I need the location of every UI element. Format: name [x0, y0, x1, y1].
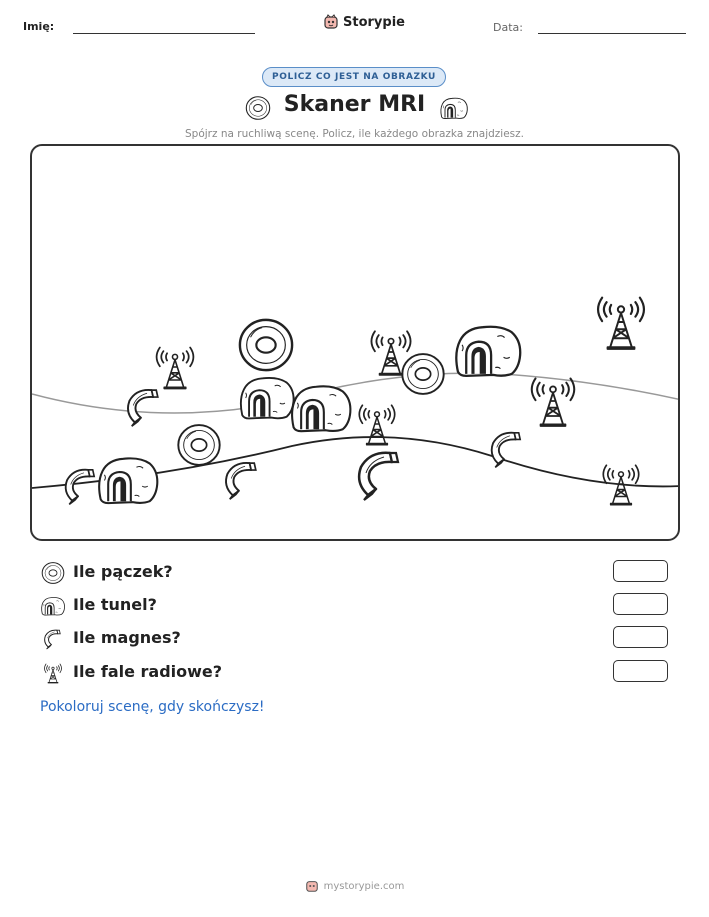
coloring-note: Pokoloruj scenę, gdy skończysz!	[40, 699, 265, 715]
footer-url[interactable]: mystorypie.com	[323, 880, 405, 892]
answer-box[interactable]	[613, 560, 668, 582]
question-row-radio-tower	[40, 660, 670, 686]
magnet-icon	[40, 627, 66, 651]
tunnel-item[interactable]	[292, 386, 350, 431]
tunnel-icon	[40, 594, 66, 618]
radio-tower-icon	[40, 661, 66, 685]
brand-logo	[323, 14, 405, 30]
radio-tower-item[interactable]	[532, 379, 575, 427]
question-text: Ile tunel?	[73, 595, 157, 614]
magnet-item[interactable]	[492, 433, 521, 468]
magnet-item[interactable]	[226, 463, 256, 499]
counting-scene	[30, 144, 680, 541]
scene-drawing	[32, 146, 680, 541]
question-text: Ile magnes?	[73, 628, 181, 647]
magnet-item[interactable]	[128, 390, 158, 426]
storypie-mascot-icon	[305, 879, 319, 893]
instructions: Spójrz na ruchliwą scenę. Policz, ile każdego obrazka znajdziesz.	[185, 128, 524, 140]
donut-item[interactable]	[178, 425, 219, 465]
donut-icon	[40, 561, 66, 585]
question-row-donut	[40, 560, 670, 586]
answer-box[interactable]	[613, 626, 668, 648]
page-title: Skaner MRI	[283, 92, 426, 117]
radio-tower-item[interactable]	[359, 405, 394, 445]
magnet-item[interactable]	[359, 453, 398, 500]
tunnel-item[interactable]	[241, 378, 294, 419]
donut-item[interactable]	[240, 320, 292, 370]
tunnel-item[interactable]	[456, 327, 520, 376]
tunnel-item[interactable]	[99, 458, 157, 503]
radio-tower-item[interactable]	[598, 298, 644, 350]
name-label: Imię:	[23, 20, 55, 33]
question-row-magnet	[40, 626, 670, 652]
brand-name: Storypie	[343, 14, 405, 30]
tunnel-icon	[439, 95, 469, 121]
question-row-tunnel	[40, 593, 670, 619]
answer-box[interactable]	[613, 593, 668, 615]
radio-tower-item[interactable]	[157, 348, 194, 390]
answer-box[interactable]	[613, 660, 668, 682]
date-label: Data:	[493, 21, 523, 34]
footer	[0, 879, 709, 893]
magnet-item[interactable]	[66, 470, 95, 505]
question-text: Ile pączek?	[73, 562, 173, 581]
category-badge: POLICZ CO JEST NA OBRAZKU	[262, 67, 446, 87]
name-line[interactable]	[73, 33, 255, 34]
donut-item[interactable]	[402, 354, 443, 394]
storypie-mascot-icon	[323, 14, 339, 30]
question-text: Ile fale radiowe?	[73, 662, 223, 681]
date-line[interactable]	[538, 33, 686, 34]
